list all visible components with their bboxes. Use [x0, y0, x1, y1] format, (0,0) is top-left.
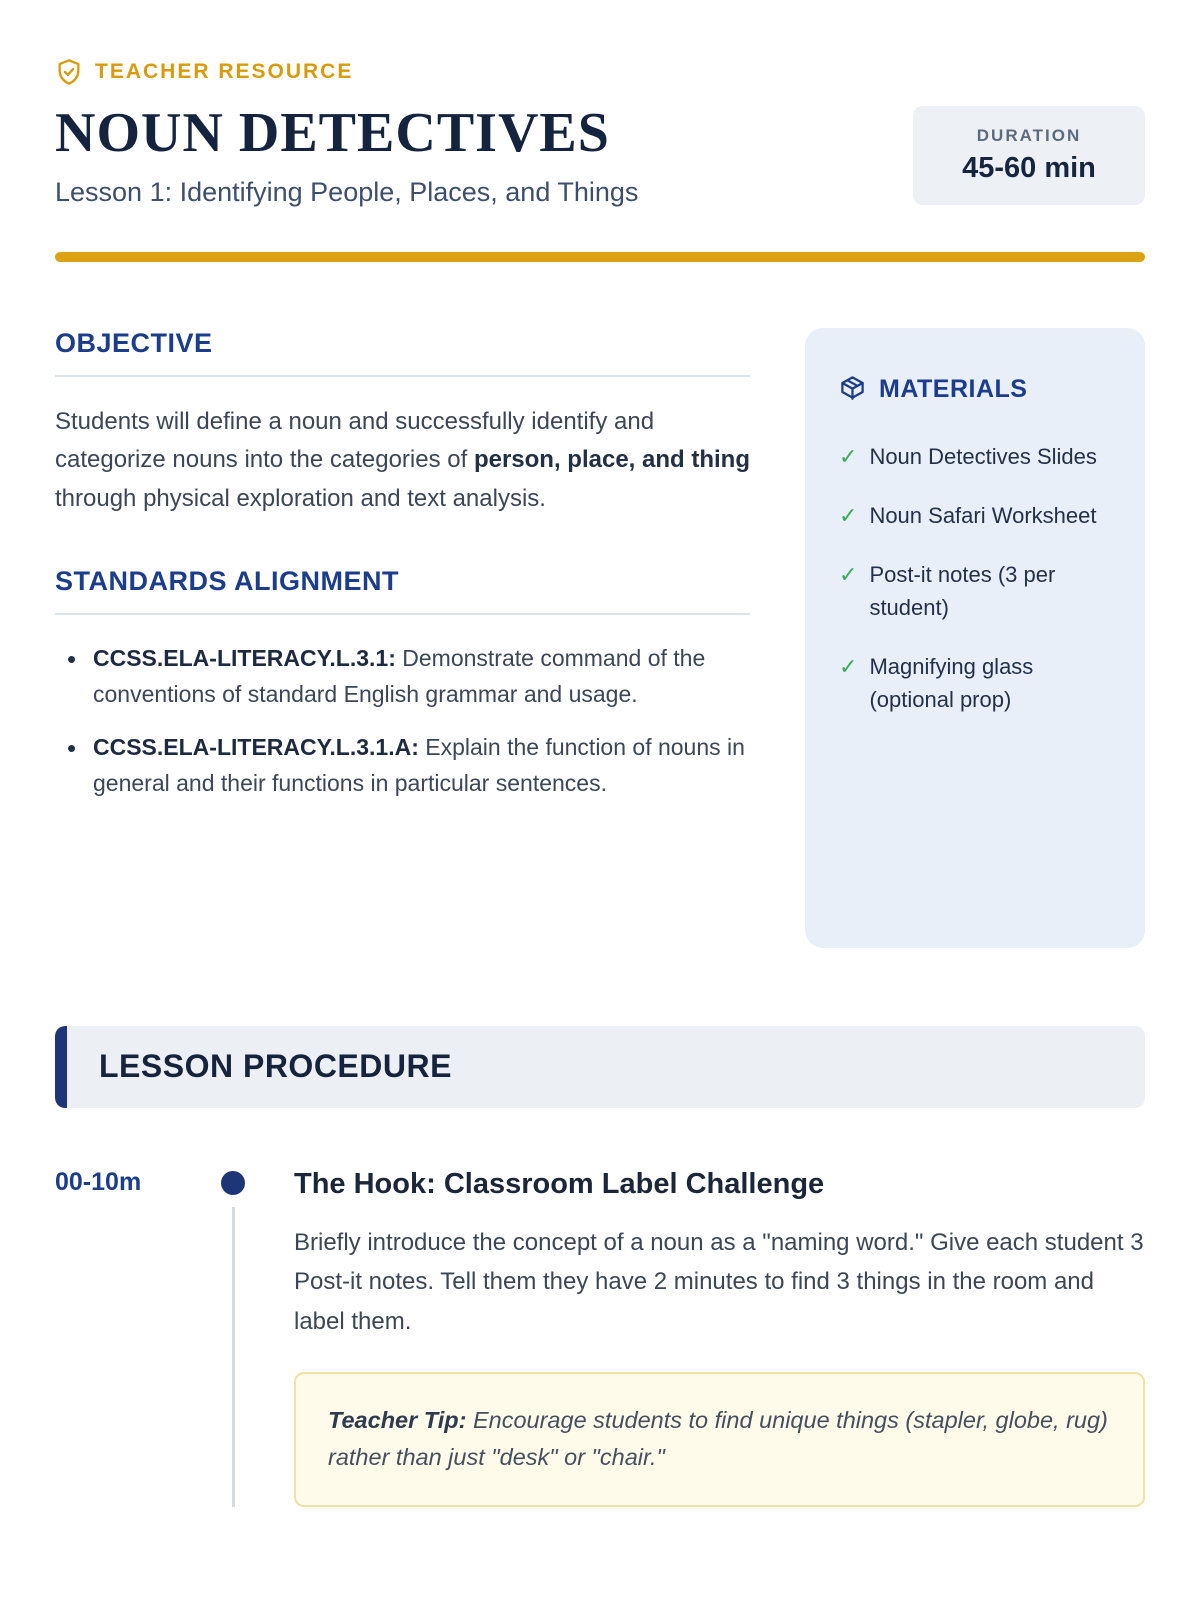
page-subtitle: Lesson 1: Identifying People, Places, and Things [55, 176, 639, 207]
materials-item [839, 650, 1111, 716]
standards-heading: STANDARDS ALIGNMENT [55, 566, 750, 615]
timeline-dot [221, 1171, 245, 1195]
step-content [266, 1168, 1145, 1507]
materials-panel [805, 328, 1145, 948]
materials-heading: MATERIALS [879, 375, 1028, 404]
standards-section [55, 566, 750, 802]
standard-code: CCSS.ELA-LITERACY.L.3.1.A: [93, 734, 419, 761]
standard-text: Demonstrate command of the conventions of standard English grammar and usage. [93, 644, 706, 707]
standards-item [55, 641, 750, 712]
teacher-tip-box [294, 1372, 1145, 1507]
materials-item-label: Noun Detectives Slides [869, 443, 1097, 469]
objective-text-before: Students will define a noun and successfully identify and categorize nouns into the categories of [55, 407, 655, 474]
materials-item [839, 499, 1111, 532]
title-row [55, 104, 1145, 208]
duration-value: 45-60 min [962, 152, 1096, 184]
gold-divider [55, 252, 1145, 262]
shield-check-icon [55, 58, 83, 86]
standards-item [55, 730, 750, 801]
content-columns [55, 328, 1145, 948]
accent-bar [55, 1026, 67, 1108]
teacher-tip-body: Encourage students to find unique things (stapler, globe, rug) rather than just "desk" or "chair." [328, 1406, 1108, 1471]
duration-label: DURATION [976, 126, 1082, 145]
teacher-tip-label: Teacher Tip: [328, 1406, 467, 1433]
step-title: The Hook: Classroom Label Challenge [294, 1167, 825, 1200]
main-column [55, 328, 750, 820]
materials-item [839, 558, 1111, 624]
standard-text: Explain the function of nouns in general and their functions in particular sentences. [93, 734, 745, 796]
step-time: 00-10m [55, 1167, 142, 1196]
timeline-line [232, 1207, 235, 1507]
resource-badge [55, 58, 1145, 86]
objective-heading: OBJECTIVE [55, 328, 750, 377]
objective-section [55, 328, 750, 518]
step-body: Briefly introduce the concept of a noun as a "naming word." Give each student 3 Post-it notes. Tell them they have 2 minutes to find 3 things in the room and label them. [294, 1228, 1144, 1335]
page-title: NOUN DETECTIVES [55, 102, 610, 164]
objective-text-bold: person, place, and thing [473, 446, 750, 474]
package-icon [839, 374, 866, 406]
duration-box [913, 106, 1145, 205]
lesson-procedure-header [55, 1026, 1145, 1108]
check-icon: ✓ [839, 443, 858, 469]
materials-item-label: Noun Safari Worksheet [869, 502, 1097, 528]
materials-list [839, 440, 1111, 716]
standards-list [55, 641, 750, 802]
materials-item-label: Magnifying glass (optional prop) [869, 653, 1034, 712]
objective-text [55, 403, 750, 518]
header [55, 58, 1145, 262]
title-block [55, 104, 638, 208]
standard-code: CCSS.ELA-LITERACY.L.3.1: [93, 644, 396, 671]
objective-text-after: through physical exploration and text analysis. [55, 484, 546, 512]
procedure-step [55, 1168, 1145, 1577]
check-icon: ✓ [839, 502, 858, 528]
lesson-procedure-title: LESSON PROCEDURE [99, 1048, 452, 1085]
check-icon: ✓ [839, 561, 858, 587]
materials-item-label: Post-it notes (3 per student) [869, 561, 1056, 620]
resource-badge-label: TEACHER RESOURCE [95, 60, 354, 83]
check-icon: ✓ [839, 653, 858, 679]
step-timeline [200, 1168, 266, 1507]
materials-heading-row [839, 374, 1111, 406]
materials-item [839, 440, 1111, 473]
teacher-tip-text [328, 1402, 1111, 1477]
